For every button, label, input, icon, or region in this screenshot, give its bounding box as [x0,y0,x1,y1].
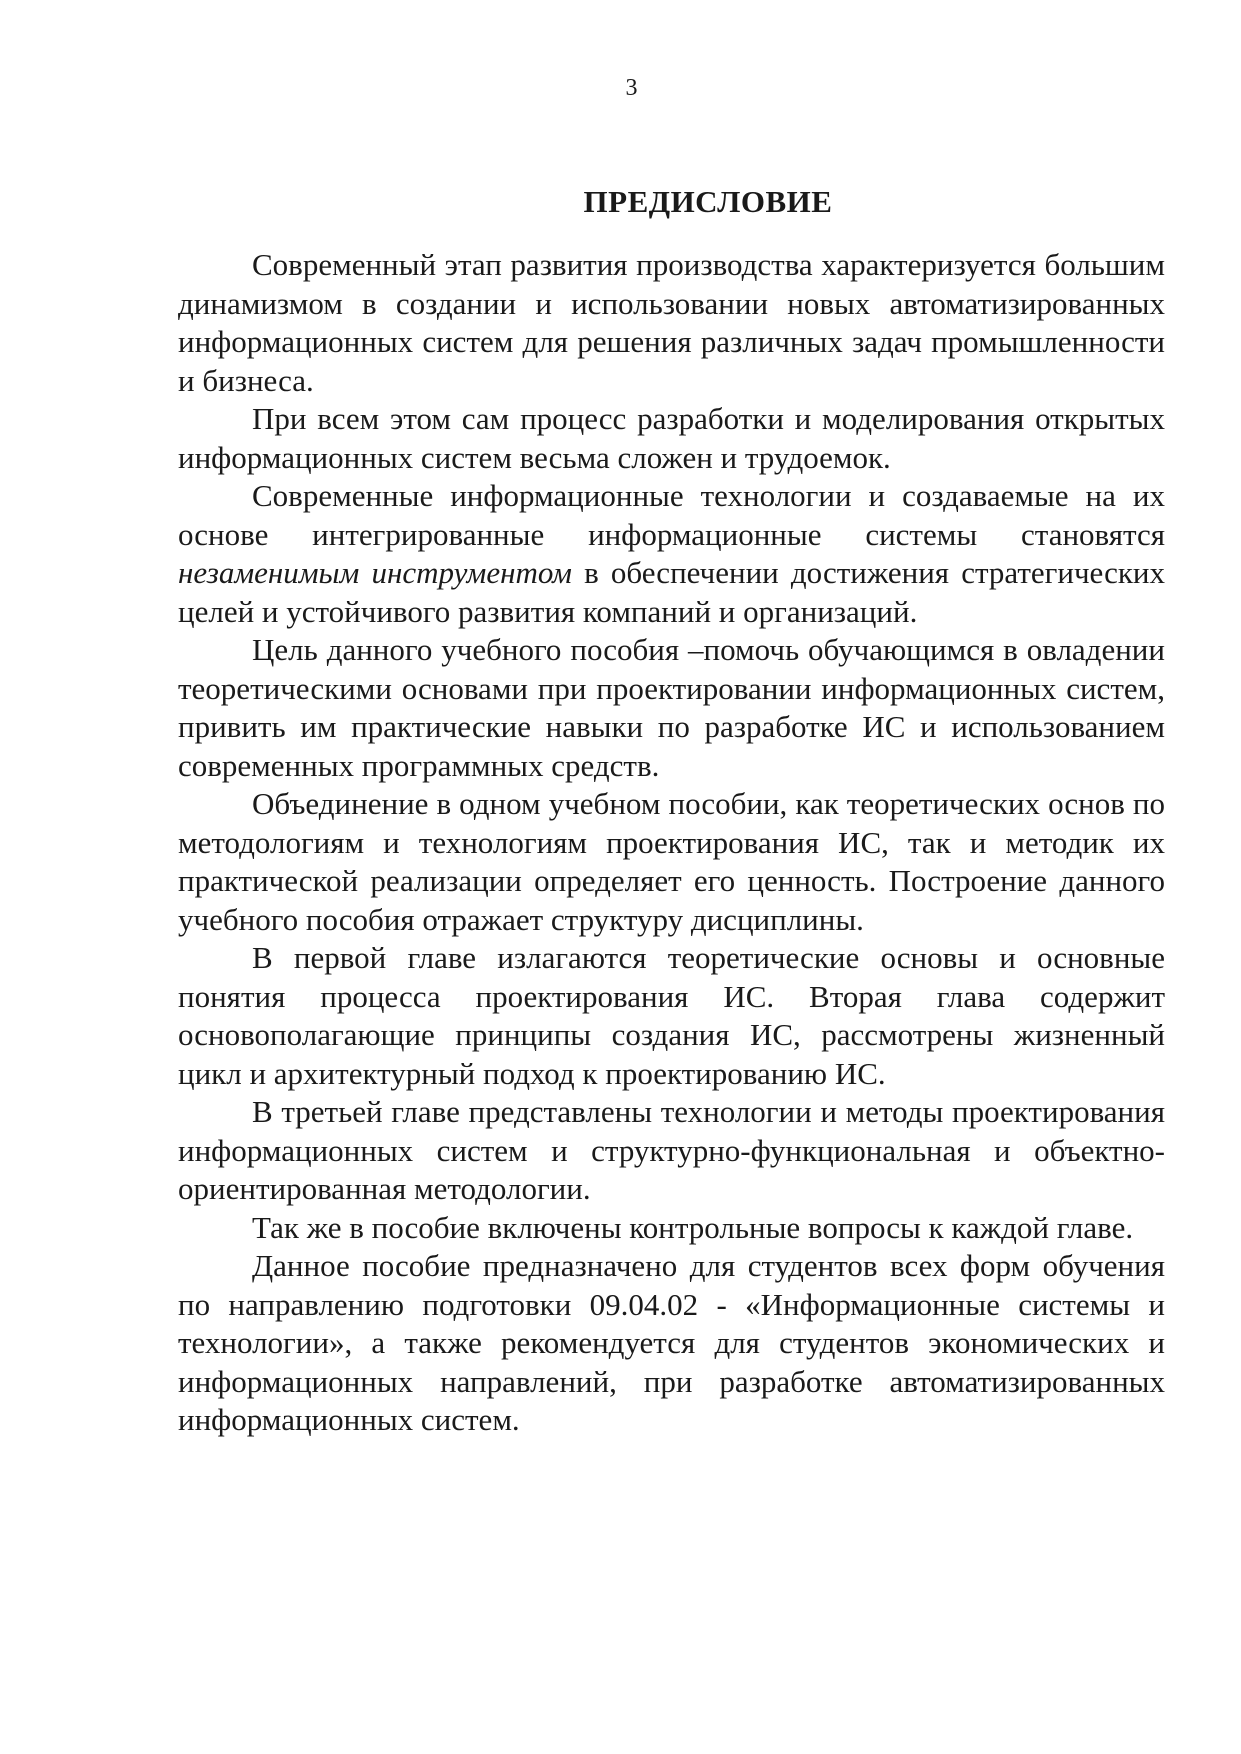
paragraph-1: Современный этап развития производства характеризуется большим динамизмом в создании и использовании новых автоматизированных информационных систем для решения различных задач промышленности и бизнеса. [178,247,1165,398]
paragraph-3-start: Современные информационные технологии и создаваемые на их основе интегрированные информационные системы становятся [178,478,1165,552]
paragraph-3 [178,477,1165,631]
paragraph-5: Объединение в одном учебном пособии, как теоретических основ по методологиям и технологиям проектирования ИС, так и методик их практической реализации определяет его ценность. Построение данного учебного пособия отражает структуру дисциплины. [178,786,1165,937]
preface-body [178,246,1165,1440]
page-title: ПРЕДИСЛОВИЕ [583,184,833,219]
page-number: 3 [625,75,638,101]
paragraph-6: В первой главе излагаются теоретические основы и основные понятия процесса проектирования ИС. Вторая глава содержит основополагающие принципы создания ИС, рассмотрены жизненный цикл и архитектурный подход к проектированию ИС. [178,940,1165,1091]
paragraph-4: Цель данного учебного пособия –помочь обучающимся в овладении теоретическими основами при проектировании информационных систем, привить им практические навыки по разработке ИС и использованием современных программных средств. [178,632,1165,783]
paragraph-3-emphasis: незаменимым инструментом [178,555,572,590]
paragraph-7: В третьей главе представлены технологии и методы проектирования информационных систем и структурно-функциональная и объектно-ориентированная методологии. [178,1094,1165,1206]
paragraph-8: Так же в пособие включены контрольные вопросы к каждой главе. [252,1209,1134,1245]
paragraph-3-end: в обеспечении достижения стратегических целей и устойчивого развития компаний и организаций. [178,555,1165,629]
paragraph-9: Данное пособие предназначено для студентов всех форм обучения по направлению подготовки 09.04.02 - «Информационные системы и технологии», а также рекомендуется для студентов экономических и информационных направлений, при разработке автоматизированных информационных систем. [178,1248,1165,1437]
paragraph-2: При всем этом сам процесс разработки и моделирования открытых информационных систем весьма сложен и трудоемок. [178,401,1165,475]
